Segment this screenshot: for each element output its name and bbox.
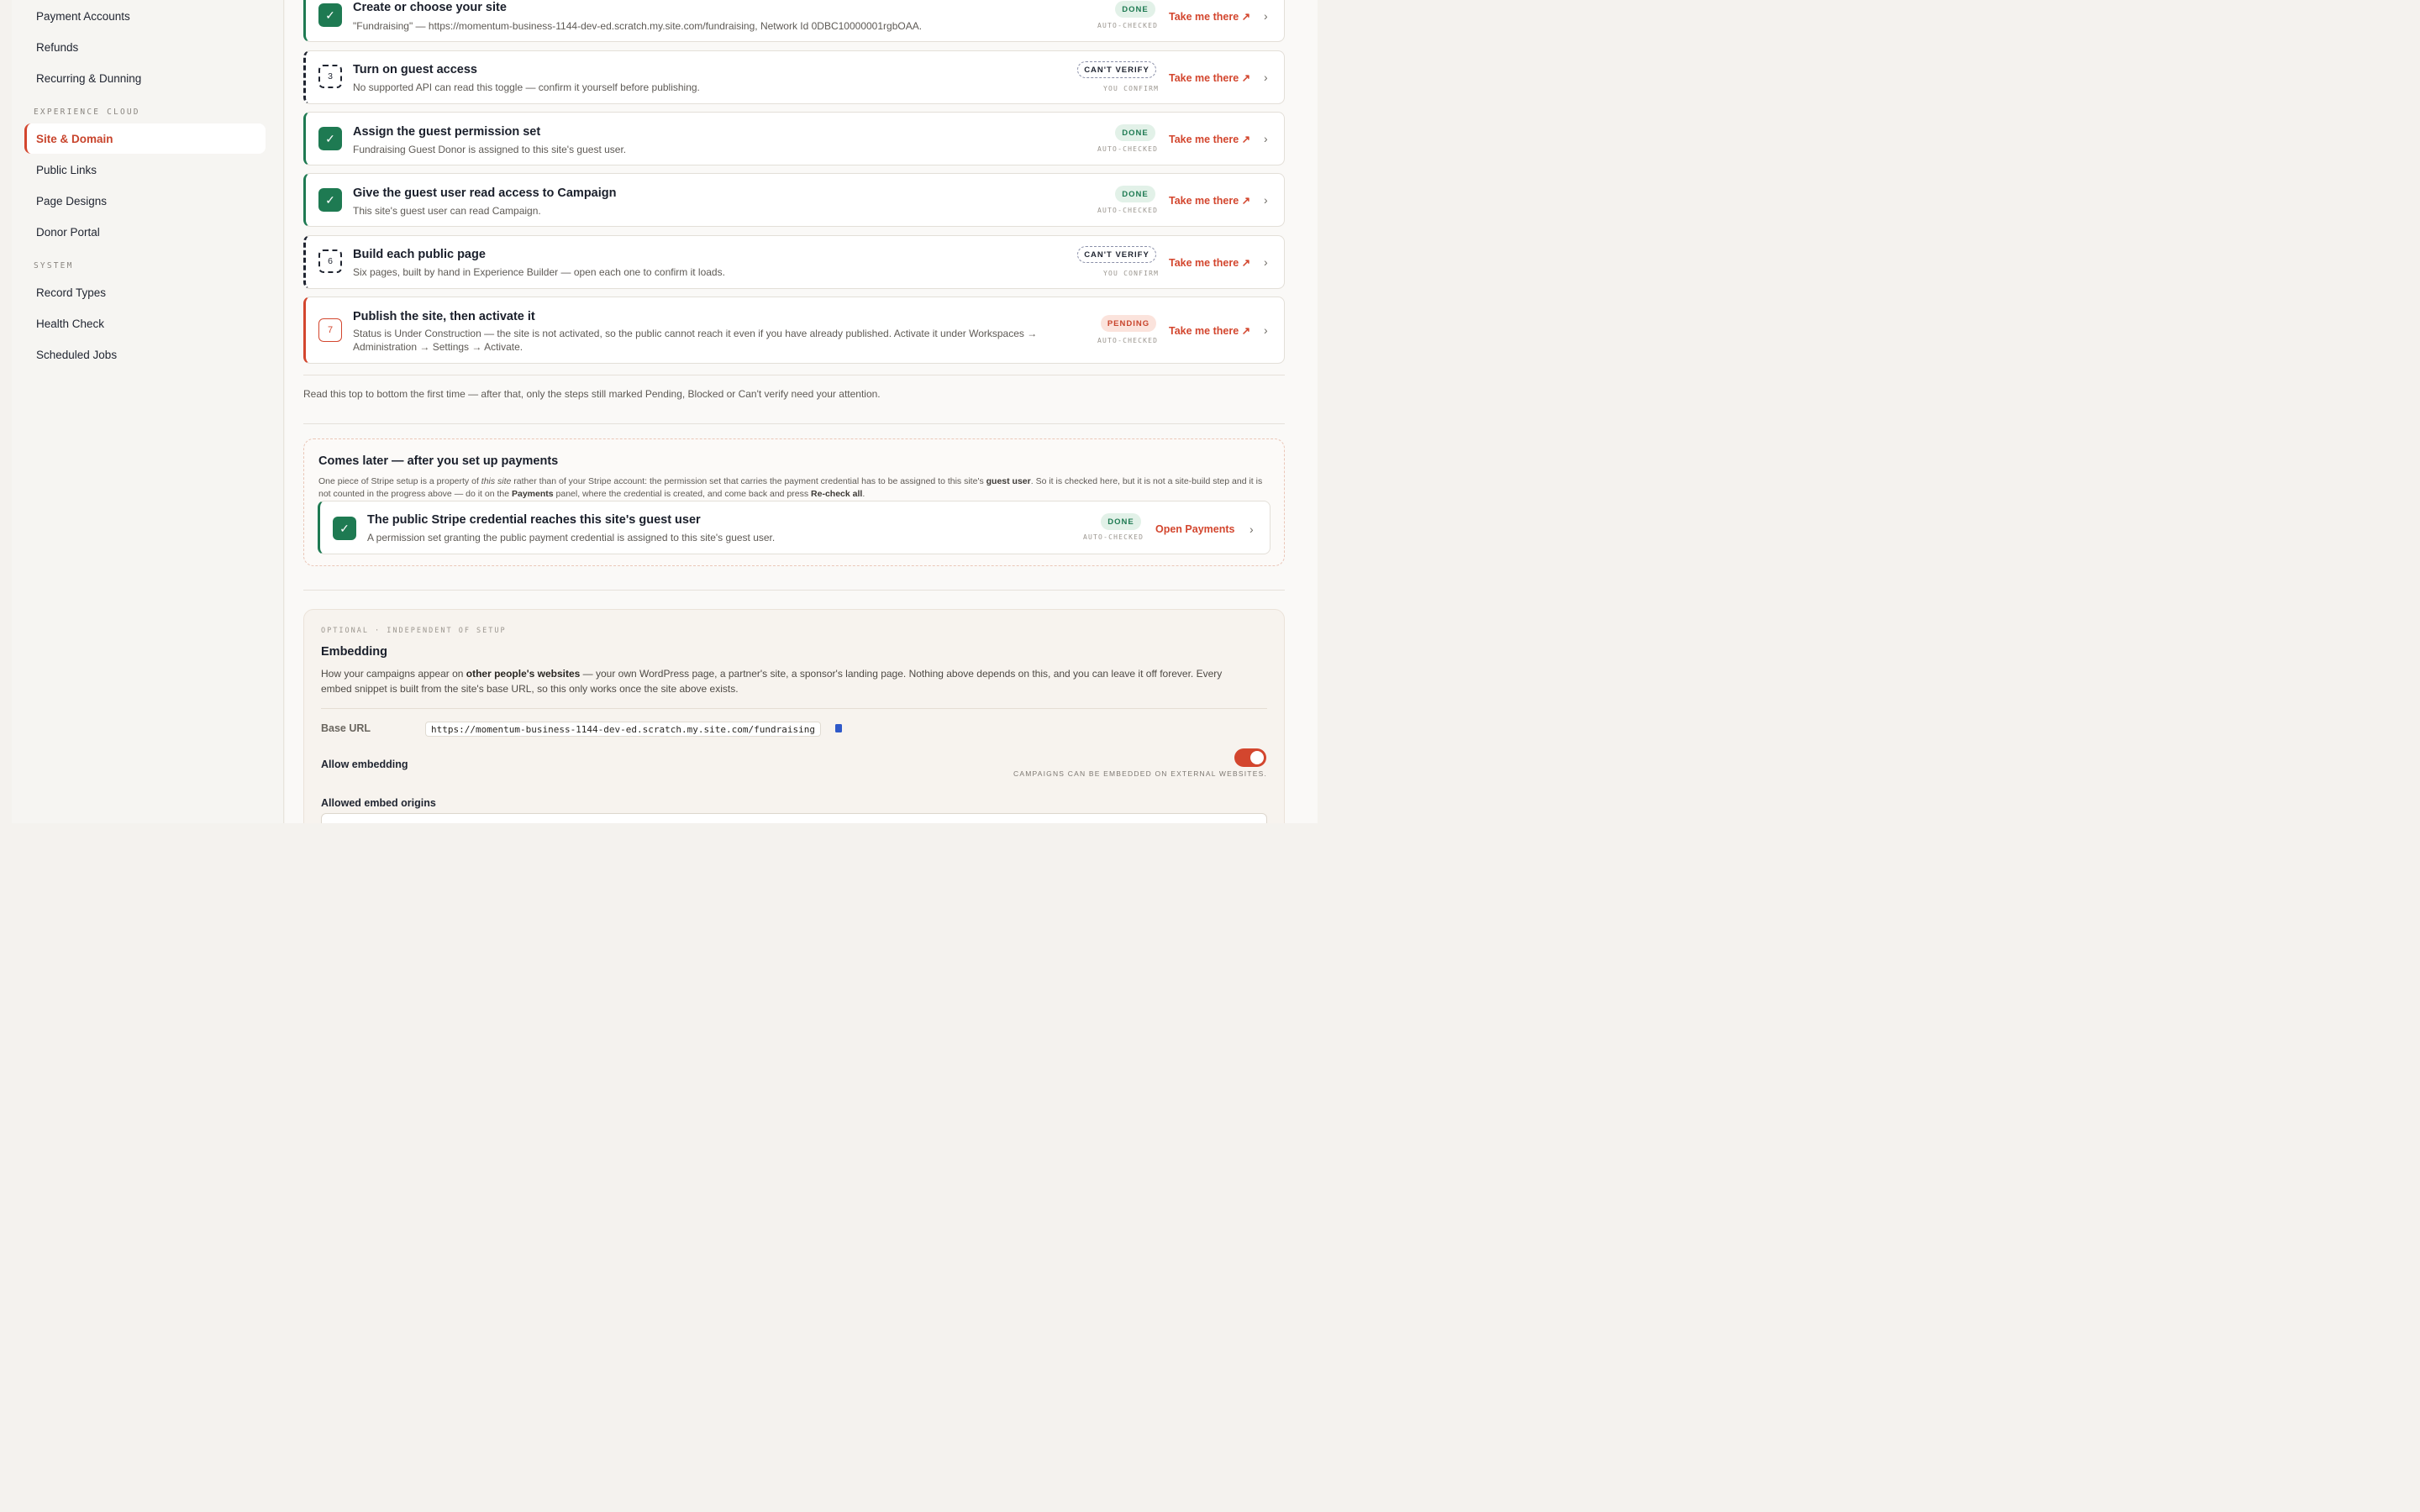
step-description: Fundraising Guest Donor is assigned to this site's guest user. [353,144,627,155]
take-me-there-link[interactable]: Take me there ↗ [1169,325,1251,337]
step-title: Publish the site, then activate it [353,310,535,323]
status-caption: AUTO-CHECKED [1097,337,1159,344]
check-icon: ✓ [318,3,342,27]
sidebar-item-record-types[interactable]: Record Types [36,286,107,299]
status-badge: PENDING [1101,315,1156,332]
comes-later-title: Comes later — after you set up payments [318,454,559,468]
take-me-there-link[interactable]: Take me there ↗ [1169,134,1251,145]
setup-step[interactable] [303,297,1285,364]
divider [321,708,1267,709]
status-caption: AUTO-CHECKED [1097,22,1159,29]
step-description: A permission set granting the public payment credential is assigned to this site's guest user. [367,532,776,543]
section-label-system: SYSTEM [34,261,74,270]
main-content [285,0,1318,823]
status-caption: AUTO-CHECKED [1097,207,1159,214]
setup-step[interactable] [303,0,1285,42]
allow-embedding-label: Allow embedding [321,759,408,770]
step-title: Give the guest user read access to Campaign [353,186,617,200]
allowed-origins-input[interactable] [321,813,1267,823]
sidebar-item-donor-portal[interactable]: Donor Portal [36,225,100,239]
take-me-there-link[interactable]: Take me there ↗ [1169,195,1251,207]
status-caption: AUTO-CHECKED [1083,533,1144,541]
status-badge: DONE [1115,124,1155,141]
step-description: "Fundraising" — https://momentum-business-1144-dev-ed.scratch.my.site.com/fundraising, Network Id 0DBC10000001rgbOAA. [353,20,923,32]
sidebar-item-scheduled-jobs[interactable]: Scheduled Jobs [36,348,118,361]
base-url-label: Base URL [321,722,371,734]
chevron-right-icon: › [1264,193,1268,207]
status-badge: DONE [1101,513,1141,530]
check-icon: ✓ [318,188,342,212]
sidebar-item-health-check[interactable]: Health Check [36,317,105,330]
check-icon: ✓ [318,127,342,150]
chevron-right-icon: › [1264,323,1268,337]
sidebar-item-site-domain[interactable]: Site & Domain [24,123,266,154]
chevron-right-icon: › [1264,9,1268,23]
step-description: This site's guest user can read Campaign. [353,205,541,217]
sidebar-item-recurring-dunning[interactable]: Recurring & Dunning [36,71,142,85]
setup-step[interactable] [303,50,1285,104]
step-title: The public Stripe credential reaches this site's guest user [367,513,701,527]
step-number: 3 [318,65,342,88]
stripe-credential-step[interactable] [318,501,1270,554]
status-caption: AUTO-CHECKED [1097,145,1159,153]
setup-step[interactable] [303,173,1285,227]
step-title: Turn on guest access [353,63,477,76]
chevron-right-icon: › [1264,132,1268,145]
take-me-there-link[interactable]: Take me there ↗ [1169,11,1251,23]
divider [303,590,1285,591]
chevron-right-icon: › [1264,255,1268,269]
status-badge: DONE [1115,186,1155,202]
open-payments-link[interactable]: Open Payments [1155,523,1235,535]
sidebar [12,0,284,823]
embedding-description: How your campaigns appear on other people's websites — your own WordPress page, a partner's site, a sponsor's landing page. Nothing above depends on this, and you can leave it off forever. Every embed snippet is built from the site's base URL, so this only works once the site above exists. [321,668,1223,695]
reading-hint: Read this top to bottom the first time — after that, only the steps still marked Pending, Blocked or Can't verify need your attention. [303,388,881,400]
chevron-right-icon: › [1249,522,1254,536]
status-caption: YOU CONFIRM [1103,85,1160,92]
step-description: Six pages, built by hand in Experience Builder — open each one to confirm it loads. [353,266,725,278]
allowed-origins-label: Allowed embed origins [321,797,436,809]
setup-step[interactable] [303,112,1285,165]
allow-embedding-caption: CAMPAIGNS CAN BE EMBEDDED ON EXTERNAL WEBSITES. [1013,769,1267,778]
take-me-there-link[interactable]: Take me there ↗ [1169,72,1251,84]
step-description: No supported API can read this toggle — confirm it yourself before publishing. [353,81,700,93]
comes-later-panel [303,438,1285,566]
step-title: Assign the guest permission set [353,125,541,139]
divider [303,423,1285,424]
base-url-value: https://momentum-business-1144-dev-ed.scratch.my.site.com/fundraising [425,722,821,737]
allow-embedding-toggle[interactable] [1234,748,1266,767]
step-title: Build each public page [353,248,486,261]
section-label-experience-cloud: EXPERIENCE CLOUD [34,108,140,117]
sidebar-item-refunds[interactable]: Refunds [36,40,79,54]
status-caption: YOU CONFIRM [1103,270,1160,277]
sidebar-item-page-designs[interactable]: Page Designs [36,194,108,207]
embedding-panel [303,609,1285,823]
step-title: Create or choose your site [353,1,507,14]
comes-later-description: One piece of Stripe setup is a property of this site rather than of your Stripe account: the permission set that carries the payment credential has to be assigned to this site's guest user. So it is checked here, but it is not a site-build step and it is not counted in the progress above — do it on the Payments panel, where the credential is created, and come back and press Re-check all. [318,476,1263,499]
sidebar-item-payment-accounts[interactable]: Payment Accounts [36,9,130,23]
check-icon: ✓ [333,517,356,540]
copy-icon[interactable] [835,724,842,732]
sidebar-item-public-links[interactable]: Public Links [36,163,97,176]
step-number: 7 [318,318,342,342]
step-description: Status is Under Construction — the site is not activated, so the public cannot reach it even if you have already published. Activate it under Workspaces → Administration → Settings → Activate. [353,328,1038,353]
chevron-right-icon: › [1264,71,1268,84]
status-badge: DONE [1115,1,1155,18]
optional-eyebrow: OPTIONAL · INDEPENDENT OF SETUP [321,627,507,635]
embedding-title: Embedding [321,645,387,659]
status-badge: CAN'T VERIFY [1077,61,1156,78]
status-badge: CAN'T VERIFY [1077,246,1156,263]
take-me-there-link[interactable]: Take me there ↗ [1169,257,1251,269]
step-number: 6 [318,249,342,273]
setup-step[interactable] [303,235,1285,289]
